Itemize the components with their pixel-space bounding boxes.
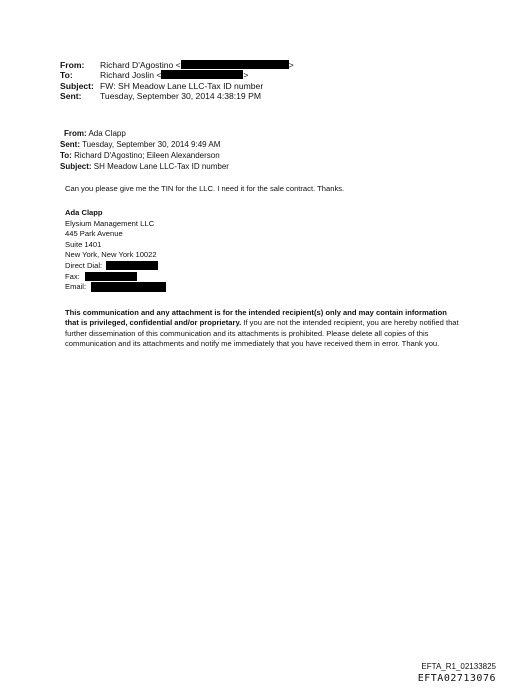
header-subject-row bbox=[60, 81, 294, 91]
signature-address2: Suite 1401 bbox=[65, 239, 102, 249]
fwd-subject-label: Subject: bbox=[60, 162, 92, 171]
disclaimer-text: If you are not the intended recipient, you are hereby notified that further dissemination of this communication and its attachments is prohibited. Please delete all copies of this communication and its attachments and notify me immediately that you have received them in error. Thank you. bbox=[65, 318, 459, 349]
signature-fax-line bbox=[65, 272, 166, 283]
fwd-sent-label: Sent: bbox=[60, 140, 80, 149]
signature-email-line bbox=[65, 282, 166, 293]
header-from-row bbox=[60, 60, 294, 70]
signature-block bbox=[65, 208, 166, 293]
redaction-box bbox=[91, 282, 166, 292]
fwd-sent-value: Tuesday, September 30, 2014 9:49 AM bbox=[82, 140, 221, 149]
fax-label: Fax: bbox=[65, 271, 80, 281]
fwd-to-value: Richard D'Agostino; Eileen Alexanderson bbox=[74, 151, 220, 160]
email-header bbox=[60, 60, 294, 102]
signature-city: New York, New York 10022 bbox=[65, 250, 157, 260]
redaction-box bbox=[161, 70, 243, 79]
fwd-to-label: To: bbox=[60, 151, 72, 160]
confidentiality-disclaimer bbox=[65, 308, 460, 350]
redaction-box bbox=[181, 60, 289, 69]
signature-address1: 445 Park Avenue bbox=[65, 229, 123, 239]
from-label: From: bbox=[60, 60, 85, 70]
fwd-sent-line bbox=[60, 139, 229, 150]
footer-id-2: EFTA02713076 bbox=[417, 673, 496, 684]
from-value: Richard D'Agostino < bbox=[100, 60, 181, 70]
from-close: > bbox=[288, 60, 294, 70]
signature-name: Ada Clapp bbox=[65, 208, 103, 217]
to-label: To: bbox=[60, 70, 73, 81]
signature-direct-line bbox=[65, 261, 166, 272]
fwd-from-value: Ada Clapp bbox=[88, 129, 126, 138]
forwarded-header bbox=[60, 128, 229, 172]
redaction-box bbox=[106, 261, 158, 270]
disclaimer-bold: This communication and any attachment is for the intended recipient(s) only and may contain information that is privileged, confidential and/or proprietary. bbox=[65, 308, 447, 328]
sent-value: Tuesday, September 30, 2014 4:38:19 PM bbox=[100, 91, 261, 102]
fwd-to-line bbox=[60, 150, 229, 161]
subject-value: FW: SH Meadow Lane LLC-Tax ID number bbox=[100, 80, 264, 91]
fwd-subject-line bbox=[60, 161, 229, 172]
sent-label: Sent: bbox=[60, 91, 82, 102]
direct-dial-label: Direct Dial: bbox=[65, 260, 103, 270]
to-close: > bbox=[243, 70, 249, 81]
header-sent-row bbox=[60, 91, 294, 101]
footer-id-1: EFTA_R1_02133825 bbox=[421, 662, 496, 671]
redaction-box bbox=[85, 272, 137, 281]
header-to-row bbox=[60, 70, 294, 80]
fwd-from-line bbox=[60, 128, 229, 139]
email-label: Email: bbox=[65, 282, 87, 292]
fwd-from-label: From: bbox=[64, 129, 87, 138]
fwd-subject-value: SH Meadow Lane LLC-Tax ID number bbox=[93, 162, 229, 171]
to-value: Richard Joslin < bbox=[100, 70, 162, 81]
signature-company: Elysium Management LLC bbox=[65, 218, 155, 228]
subject-label: Subject: bbox=[60, 80, 94, 91]
message-body: Can you please give me the TIN for the LLC. I need it for the sale contract. Thanks. bbox=[65, 184, 345, 193]
